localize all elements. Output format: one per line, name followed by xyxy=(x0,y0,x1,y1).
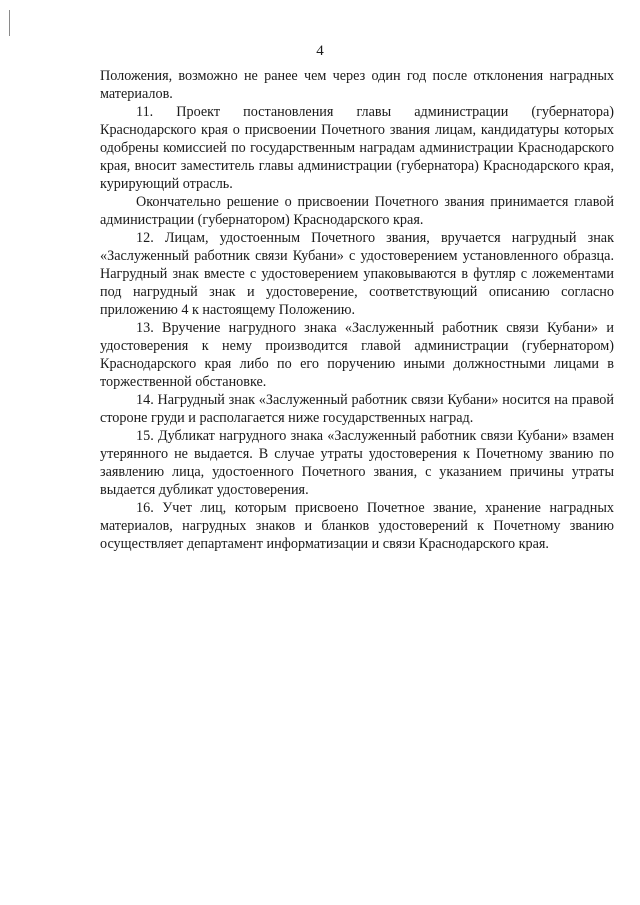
paragraph-13-presentation: 13. Вручение нагрудного знака «Заслуженный работник связи Кубани» и удостоверения к нему производится главой администрации (губернатором) Краснодарского края либо по его поручению иными должностными лицами в торжественной обстановке. xyxy=(100,320,614,390)
paragraph-11-draft-resolution: 11. Проект постановления главы администрации (губернатора) Краснодарского края о присвоении Почетного звания лицам, кандидатуры которых одобрены комиссией по государственным наградам администрации Краснодарского края, вносит заместитель главы администрации (губернатора) Краснодарского края, курирующий отрасль. xyxy=(100,104,614,192)
paragraph-final-decision: Окончательно решение о присвоении Почетного звания принимается главой администрации (губернатором) Краснодарского края. xyxy=(100,194,614,228)
paragraph-14-wearing: 14. Нагрудный знак «Заслуженный работник связи Кубани» носится на правой стороне груди и располагается ниже государственных наград. xyxy=(100,392,614,426)
page-edge-mark xyxy=(9,10,10,36)
paragraph-15-duplicate: 15. Дубликат нагрудного знака «Заслуженный работник связи Кубани» взамен утерянного не выдается. В случае утраты удостоверения к Почетному званию по заявлению лица, удостоенного Почетного звания, с указанием причины утраты выдается дубликат удостоверения. xyxy=(100,428,614,498)
page-number: 4 xyxy=(316,43,324,59)
document-body xyxy=(100,67,614,553)
paragraph-16-records: 16. Учет лиц, которым присвоено Почетное звание, хранение наградных материалов, нагрудных знаков и бланков удостоверений к Почетному званию осуществляет департамент информатизации и связи Краснодарского края. xyxy=(100,500,614,552)
paragraph-12-badge-award: 12. Лицам, удостоенным Почетного звания, вручается нагрудный знак «Заслуженный работник связи Кубани» с удостоверением установленного образца. Нагрудный знак вместе с удостоверением упаковываются в футляр с ложементами под нагрудный знак и удостоверение, соответствующий описанию согласно приложению 4 к настоящему Положению. xyxy=(100,230,614,318)
paragraph-continuation: Положения, возможно не ранее чем через один год после отклонения наградных материалов. xyxy=(100,68,614,102)
